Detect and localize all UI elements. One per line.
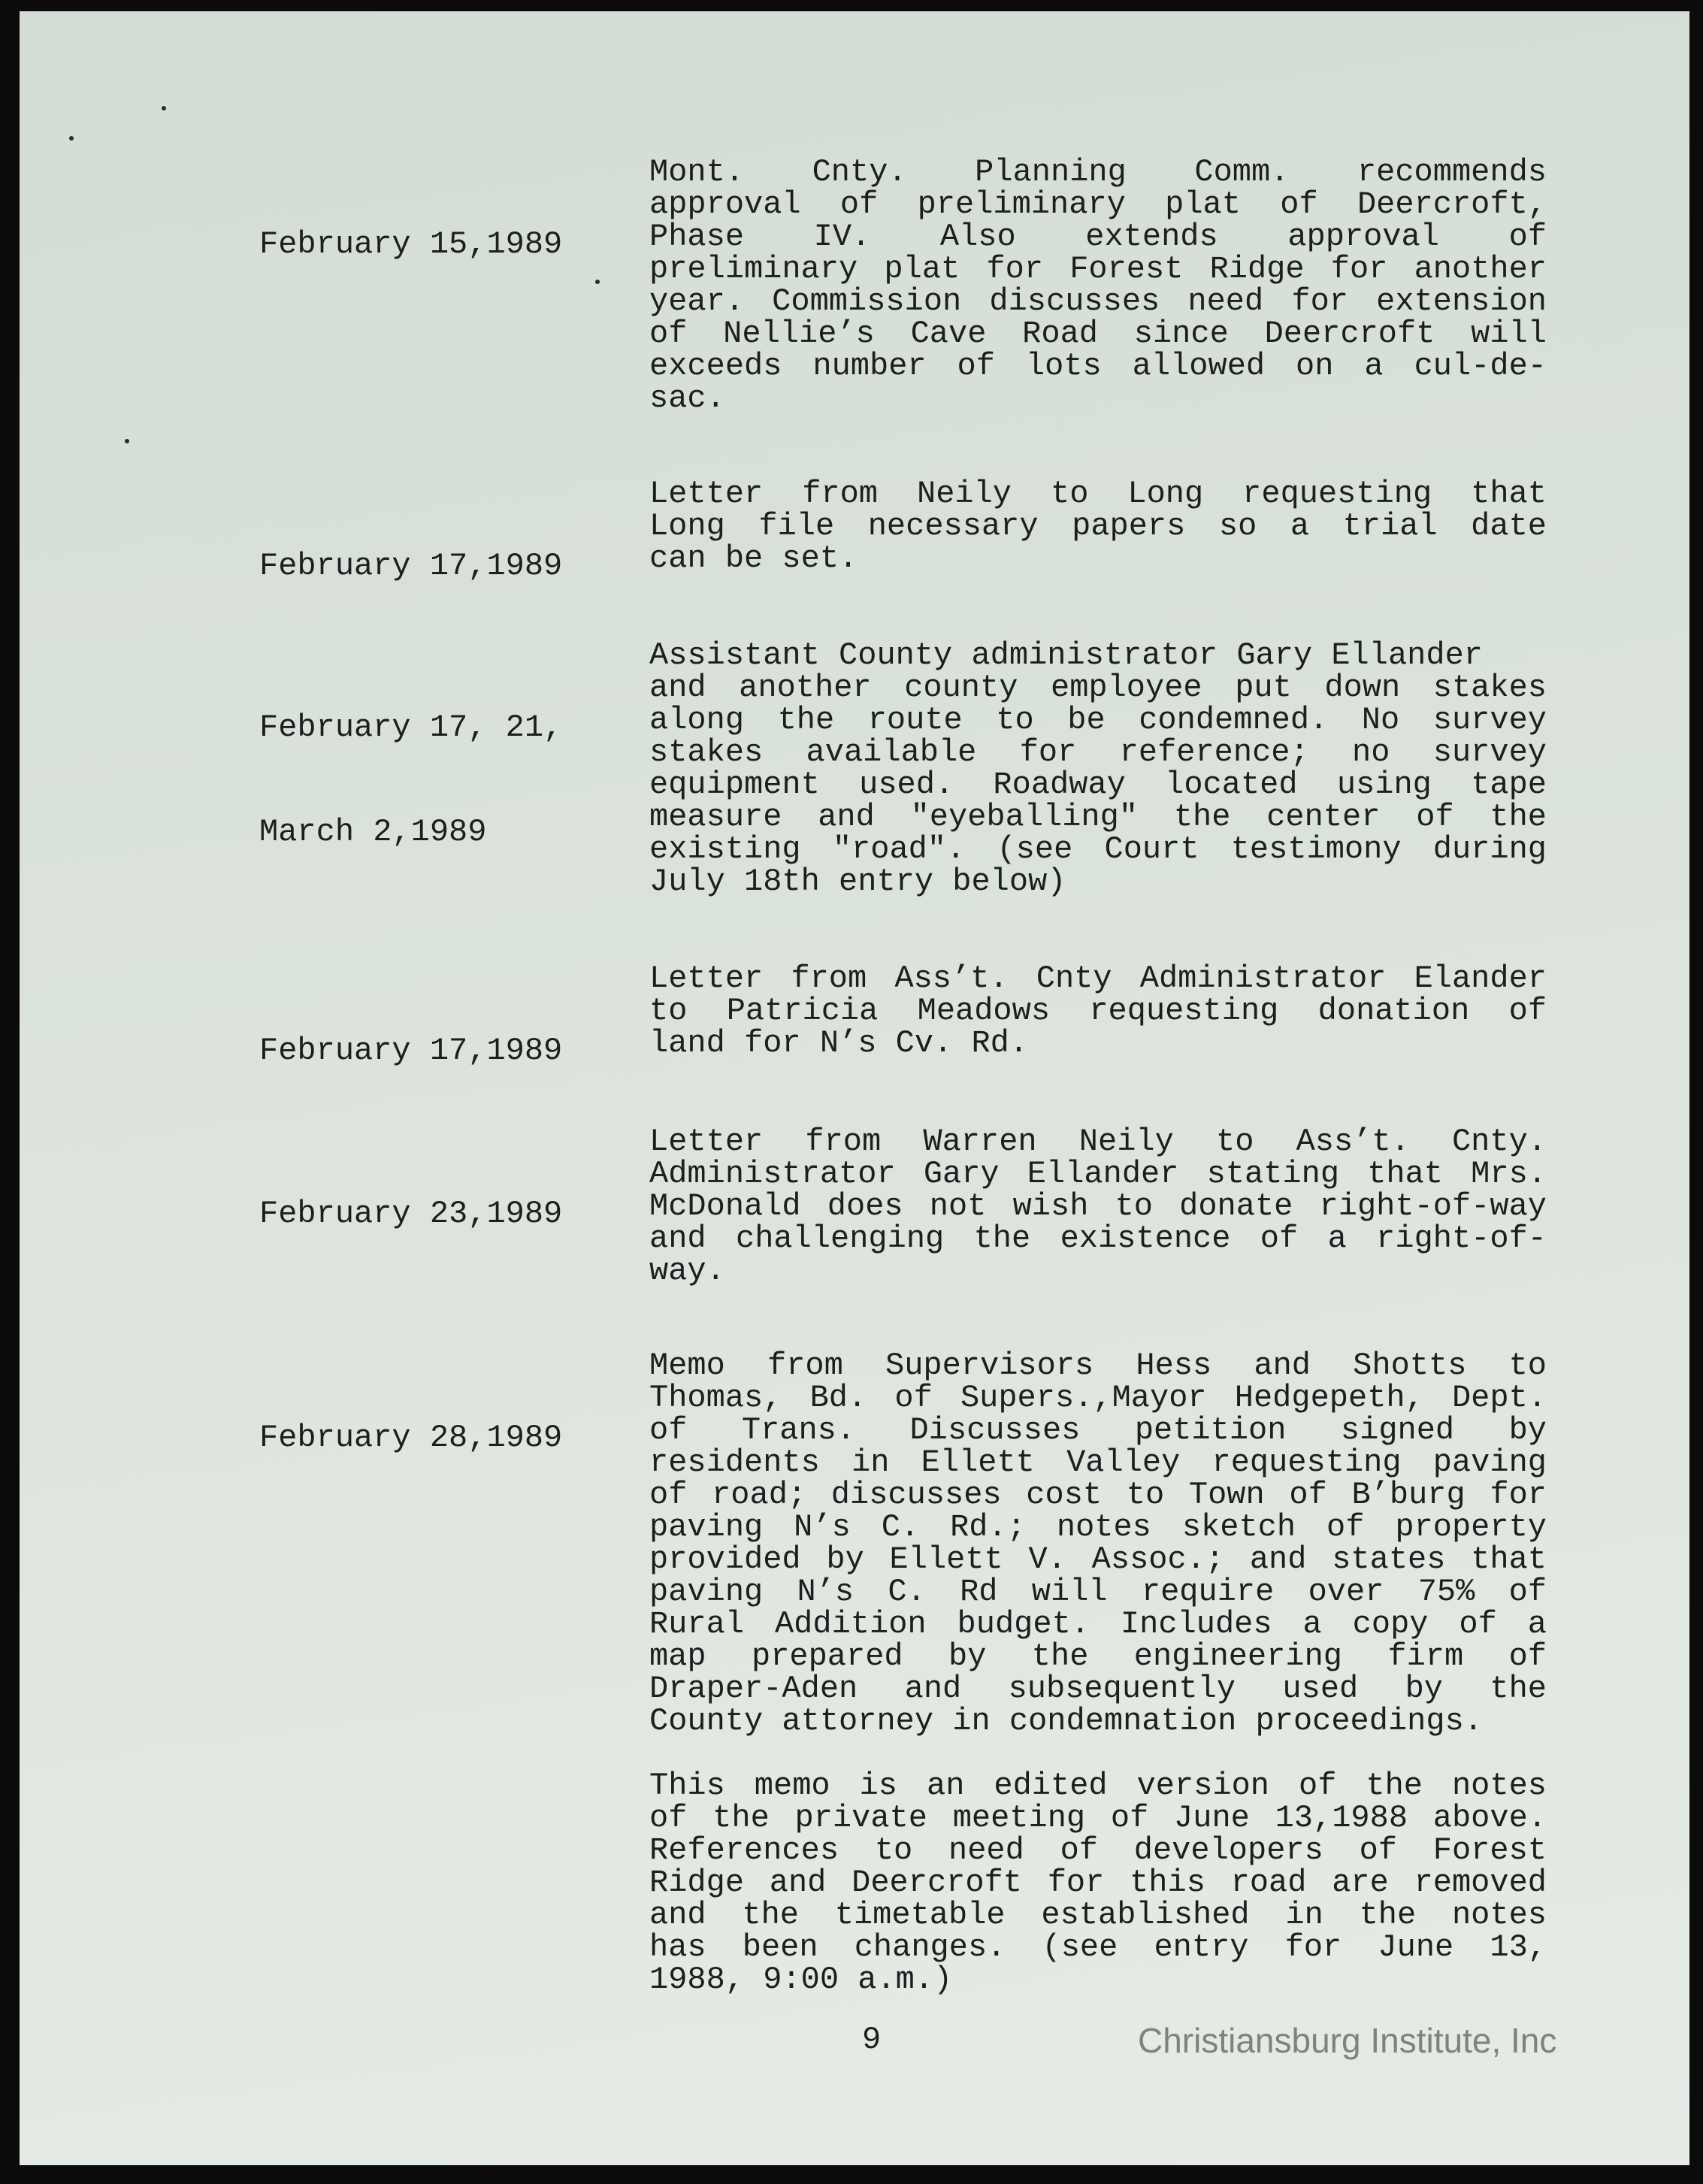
- entry-date-line: February 17,1989: [259, 1033, 563, 1069]
- entry-date: [259, 963, 562, 1139]
- entry-date-line: February 15,1989: [259, 226, 563, 262]
- text-line: land for N’s Cv. Rd.: [649, 1025, 1029, 1061]
- text-line: equipment used. Roadway located using tape: [649, 767, 1547, 803]
- entry-text: [649, 1126, 1547, 1287]
- entry-date-line: February 28,1989: [259, 1420, 563, 1456]
- text-line: can be set.: [649, 540, 858, 576]
- text-line: existing "road". (see Court testimony during: [649, 831, 1547, 867]
- entry-paragraph: [649, 478, 1547, 575]
- text-line: Letter from Warren Neily to Ass’t. Cnty.: [649, 1124, 1547, 1160]
- text-line: Letter from Neily to Long requesting that: [649, 476, 1547, 512]
- entry-date-line: February 17, 21,: [259, 709, 563, 746]
- text-line: paving N’s C. Rd.; notes sketch of property: [649, 1509, 1547, 1545]
- text-line: of Trans. Discusses petition signed by: [649, 1412, 1547, 1448]
- text-line: Administrator Gary Ellander stating that Mrs.: [649, 1156, 1547, 1192]
- scan-speck: [595, 280, 600, 284]
- text-line: Letter from Ass’t. Cnty Administrator Elander: [649, 960, 1547, 997]
- watermark: Christiansburg Institute, Inc: [1138, 2021, 1557, 2060]
- entry-text: [649, 637, 1547, 900]
- text-line: Memo from Supervisors Hess and Shotts to: [649, 1348, 1547, 1384]
- text-line: July 18th entry below): [649, 864, 1066, 900]
- text-line: map prepared by the engineering firm of: [649, 1638, 1547, 1674]
- text-line: along the route to be condemned. No survey: [649, 702, 1547, 738]
- text-line: Mont. Cnty. Planning Comm. recommends: [649, 154, 1547, 190]
- text-line: and challenging the existence of a right-of-: [649, 1221, 1547, 1257]
- text-line: preliminary plat for Forest Ridge for another: [649, 251, 1547, 287]
- text-line: Assistant County administrator Gary Ellander: [649, 637, 1483, 673]
- entry-date-line: February 17,1989: [259, 548, 563, 584]
- entry-date-line: February 23,1989: [259, 1196, 563, 1232]
- text-line: of road; discusses cost to Town of B’burg for: [649, 1477, 1547, 1513]
- page-number: 9: [862, 2022, 882, 2058]
- text-line: of the private meeting of June 13,1988 above.: [649, 1800, 1547, 1836]
- text-line: sac.: [649, 380, 725, 416]
- text-line: Phase IV. Also extends approval of: [649, 219, 1547, 255]
- scan-speck: [125, 439, 129, 443]
- text-line: Draper-Aden and subsequently used by the: [649, 1671, 1547, 1707]
- text-line: provided by Ellett V. Assoc.; and states that: [649, 1541, 1547, 1578]
- text-line: approval of preliminary plat of Deercroft,: [649, 186, 1547, 222]
- text-line: year. Commission discusses need for extension: [649, 283, 1547, 319]
- text-line: residents in Ellett Valley requesting paving: [649, 1444, 1547, 1481]
- text-line: stakes available for reference; no survey: [649, 734, 1547, 770]
- scan-speck: [162, 106, 166, 110]
- entry-text: [649, 478, 1547, 575]
- entry-text: [649, 960, 1547, 1061]
- entry-paragraph: [649, 1350, 1547, 1738]
- text-line: Long file necessary papers so a trial date: [649, 508, 1547, 544]
- entry-date-line: March 2,1989: [259, 814, 487, 850]
- entry-date: [259, 1126, 562, 1302]
- text-line: References to need of developers of Forest: [649, 1832, 1547, 1868]
- text-line: Thomas, Bd. of Supers.,Mayor Hedgepeth, Dept.: [649, 1380, 1547, 1416]
- text-line: to Patricia Meadows requesting donation of: [649, 993, 1547, 1029]
- text-line: Ridge and Deercroft for this road are removed: [649, 1865, 1547, 1901]
- text-line: of Nellie’s Cave Road since Deercroft will: [649, 316, 1547, 352]
- text-line: and the timetable established in the notes: [649, 1897, 1547, 1933]
- entry-date: [259, 478, 562, 655]
- entry-text: [649, 1350, 1547, 1996]
- entry-paragraph: [649, 1770, 1547, 1996]
- entry-text: [649, 156, 1547, 415]
- text-line: and another county employee put down stakes: [649, 670, 1547, 706]
- text-line: This memo is an edited version of the notes: [649, 1768, 1547, 1804]
- entry-paragraph: [649, 1126, 1547, 1287]
- text-line: 1988, 9:00 a.m.): [649, 1962, 953, 1998]
- text-line: way.: [649, 1253, 725, 1289]
- scan-speck: [69, 136, 74, 141]
- text-line: paving N’s C. Rd will require over 75% of: [649, 1574, 1547, 1610]
- entry-date: [259, 640, 562, 921]
- entry-date: [259, 156, 562, 333]
- entry-paragraph: [649, 156, 1547, 415]
- text-line: has been changes. (see entry for June 13,: [649, 1929, 1547, 1965]
- text-line: exceeds number of lots allowed on a cul-de-: [649, 348, 1547, 384]
- text-line: Rural Addition budget. Includes a copy of a: [649, 1606, 1547, 1642]
- text-line: McDonald does not wish to donate right-of-way: [649, 1188, 1547, 1224]
- entry-paragraph: [649, 960, 1547, 1061]
- text-line: County attorney in condemnation proceedings.: [649, 1703, 1483, 1739]
- text-line: measure and "eyeballing" the center of the: [649, 799, 1547, 835]
- entry-paragraph: [649, 637, 1547, 900]
- entry-date: [259, 1350, 562, 1526]
